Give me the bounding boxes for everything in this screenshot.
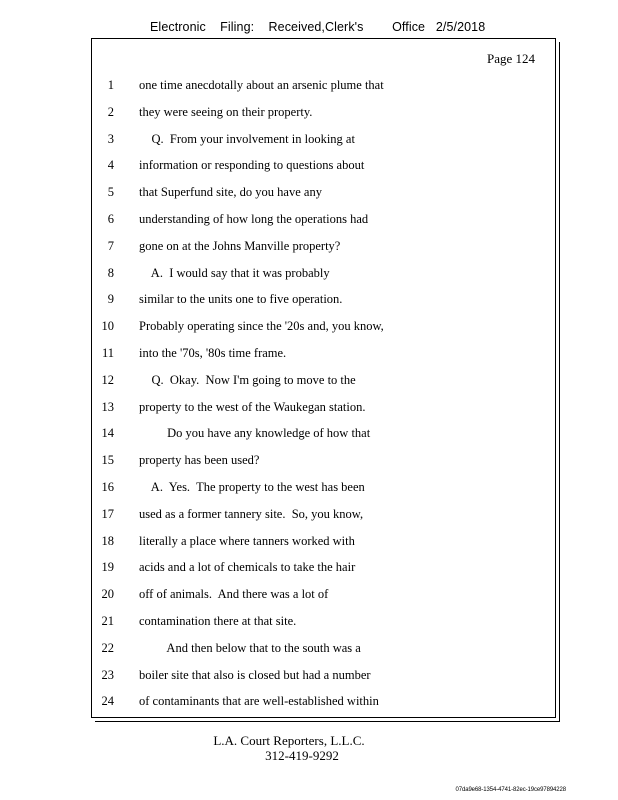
line-text: one time anecdotally about an arsenic plume that: [139, 78, 384, 92]
line-text: of contaminants that are well-established within: [139, 694, 379, 709]
line-number: 16: [101, 480, 114, 494]
line-number: 22: [101, 640, 114, 655]
line-text: Do you have any knowledge of how that: [139, 426, 371, 441]
line-text: Probably operating since the '20s and, you know,: [139, 319, 384, 334]
line-text: literally a place where tanners worked with: [139, 533, 355, 548]
transcript-line: [92, 638, 555, 658]
line-number: 1: [107, 78, 114, 92]
transcript-line: [92, 584, 555, 604]
line-text: acids and a lot of chemicals to take the hair: [139, 560, 356, 575]
line-number: 12: [101, 372, 114, 387]
line-number: 17: [101, 506, 114, 521]
line-number: 23: [101, 667, 114, 682]
line-text: they were seeing on their property.: [139, 104, 313, 119]
line-number: 11: [101, 346, 114, 360]
transcript-line: [92, 531, 555, 551]
transcript-line: [92, 75, 555, 95]
transcript-page: [91, 38, 556, 718]
line-text: understanding of how long the operations had: [139, 212, 369, 226]
line-text: Q. Okay. Now I'm going to move to the: [139, 372, 356, 387]
line-text: contamination there at that site.: [139, 614, 297, 628]
transcript-line: [92, 289, 555, 309]
line-number: 19: [101, 560, 114, 575]
transcript-line: [92, 209, 555, 229]
document-hash: 07da9e68-1354-4741-82ec-19ce97894228: [455, 787, 566, 793]
reporter-phone: 312-419-9292: [265, 748, 339, 763]
line-text: And then below that to the south was a: [139, 640, 361, 655]
page-number: Page 124: [486, 51, 535, 66]
line-text: A. I would say that it was probably: [139, 265, 330, 280]
transcript-line: [92, 182, 555, 202]
line-number: 15: [101, 453, 114, 468]
reporter-info: [0, 733, 618, 763]
transcript-line: [92, 129, 555, 149]
transcript-line: [92, 236, 555, 256]
transcript-line: [92, 557, 555, 577]
line-text: off of animals. And there was a lot of: [139, 587, 329, 602]
line-text: boiler site that also is closed but had a number: [139, 667, 371, 682]
line-text: similar to the units one to five operation.: [139, 292, 343, 307]
line-text: A. Yes. The property to the west has been: [139, 480, 365, 494]
line-number: 4: [107, 158, 114, 173]
transcript-line: [92, 450, 555, 470]
transcript-line: [92, 665, 555, 685]
line-text: property to the west of the Waukegan station.: [139, 399, 366, 414]
line-number: 21: [101, 614, 114, 628]
line-number: 9: [107, 292, 114, 307]
transcript-line: [92, 263, 555, 283]
transcript-line: [92, 504, 555, 524]
line-number: 6: [107, 212, 114, 226]
line-text: used as a former tannery site. So, you know,: [139, 506, 364, 521]
reporter-name: L.A. Court Reporters, L.L.C.: [213, 733, 365, 748]
line-number: 7: [107, 238, 114, 253]
line-number: 14: [101, 426, 114, 441]
line-text: gone on at the Johns Manville property?: [139, 238, 341, 253]
line-text: into the '70s, '80s time frame.: [139, 346, 287, 360]
line-number: 24: [101, 694, 114, 709]
transcript-line: [92, 343, 555, 363]
line-text: information or responding to questions about: [139, 158, 365, 173]
line-number: 8: [107, 265, 114, 280]
line-number: 20: [101, 587, 114, 602]
line-number: 18: [101, 533, 114, 548]
transcript-line: [92, 397, 555, 417]
line-number: 10: [101, 319, 114, 334]
line-number: 5: [107, 185, 114, 200]
transcript-line: [92, 370, 555, 390]
transcript-line: [92, 477, 555, 497]
transcript-line: [92, 102, 555, 122]
line-number: 13: [101, 399, 114, 414]
line-number: 3: [107, 131, 114, 146]
line-number: 2: [107, 104, 114, 119]
transcript-line: [92, 691, 555, 711]
line-text: that Superfund site, do you have any: [139, 185, 322, 200]
transcript-line: [92, 423, 555, 443]
transcript-line: [92, 316, 555, 336]
line-text: property has been used?: [139, 453, 260, 468]
transcript-line: [92, 155, 555, 175]
line-text: Q. From your involvement in looking at: [139, 131, 355, 146]
electronic-filing-stamp: Electronic Filing: Received,Clerk's Office 2/5/2018: [150, 20, 486, 34]
transcript-line: [92, 611, 555, 631]
